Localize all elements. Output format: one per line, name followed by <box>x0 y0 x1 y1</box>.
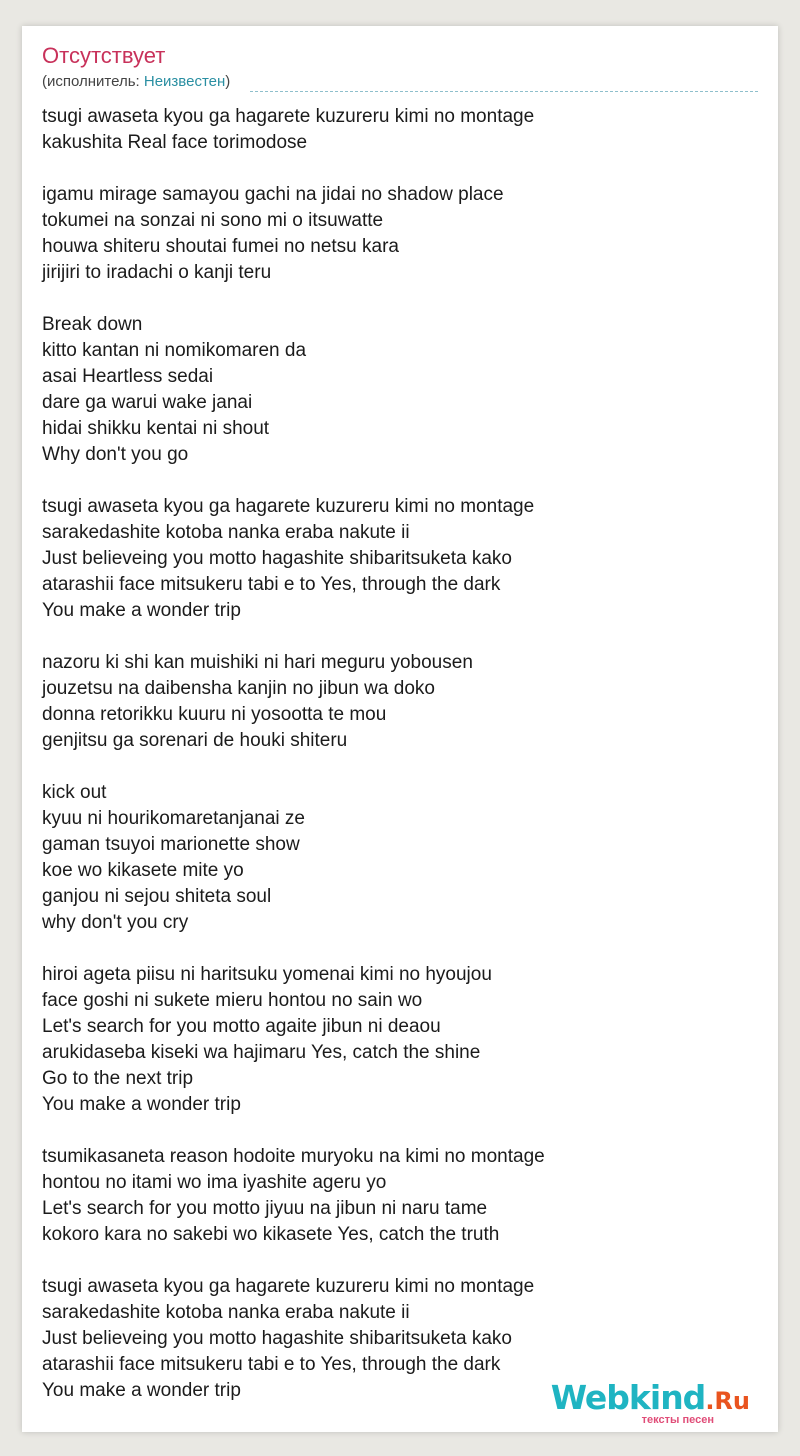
lyric-line: hiroi ageta piisu ni haritsuku yomenai kimi no hyoujou <box>42 964 492 985</box>
stanza-break <box>42 468 758 494</box>
lyric-line: Just believeing you motto hagashite shibaritsuketa kako <box>42 1328 512 1349</box>
lyric-line: kyuu ni hourikomaretanjanai ze <box>42 808 305 829</box>
lyric-line: koe wo kikasete mite yo <box>42 860 244 881</box>
lyric-line: kakushita Real face torimodose <box>42 132 308 153</box>
stanza-break <box>42 936 758 962</box>
lyric-line: You make a wonder trip <box>42 600 241 621</box>
lyric-line: Just believeing you motto hagashite shibaritsuketa kako <box>42 548 512 569</box>
artist-meta <box>42 72 230 92</box>
stanza-break <box>42 1118 758 1144</box>
lyric-line: tsumikasaneta reason hodoite muryoku na kimi no montage <box>42 1146 545 1167</box>
lyric-line: face goshi ni sukete mieru hontou no sain wo <box>42 990 423 1011</box>
lyric-line: kitto kantan ni nomikomaren da <box>42 340 307 361</box>
lyric-line: sarakedashite kotoba nanka eraba nakute ii <box>42 1302 410 1323</box>
lyric-line: hidai shikku kentai ni shout <box>42 418 270 439</box>
logo-tagline: тексты песен <box>641 1414 714 1426</box>
lyrics-card <box>22 26 778 1432</box>
site-logo[interactable] <box>550 1378 750 1427</box>
lyric-line: kick out <box>42 782 107 803</box>
stanza-break <box>42 1248 758 1274</box>
lyric-line: Let's search for you motto jiyuu na jibun ni naru tame <box>42 1198 488 1219</box>
lyric-line: You make a wonder trip <box>42 1380 241 1401</box>
lyric-line: tsugi awaseta kyou ga hagarete kuzureru kimi no montage <box>42 106 535 127</box>
lyric-line: tsugi awaseta kyou ga hagarete kuzureru kimi no montage <box>42 496 535 517</box>
lyric-line: Let's search for you motto agaite jibun ni deaou <box>42 1016 441 1037</box>
lyric-line: tsugi awaseta kyou ga hagarete kuzureru kimi no montage <box>42 1276 535 1297</box>
lyric-line: tokumei na sonzai ni sono mi o itsuwatte <box>42 210 384 231</box>
lyric-line: ganjou ni sejou shiteta soul <box>42 886 272 907</box>
stanza-break <box>42 156 758 182</box>
lyric-line: houwa shiteru shoutai fumei no netsu kara <box>42 236 399 257</box>
lyric-line: asai Heartless sedai <box>42 366 214 387</box>
stanza-break <box>42 624 758 650</box>
lyric-line: hontou no itami wo ima iyashite ageru yo <box>42 1172 387 1193</box>
lyric-line: Why don't you go <box>42 444 189 465</box>
lyric-line: Go to the next trip <box>42 1068 194 1089</box>
artist-label-close: ) <box>225 73 231 90</box>
logo-main-text: Webkind <box>550 1378 706 1417</box>
lyric-line: kokoro kara no sakebi wo kikasete Yes, catch the truth <box>42 1224 500 1245</box>
lyric-line: sarakedashite kotoba nanka eraba nakute ii <box>42 522 410 543</box>
song-title: Отсутствует <box>42 43 166 68</box>
lyric-line: You make a wonder trip <box>42 1094 241 1115</box>
lyric-line: why don't you cry <box>42 912 189 933</box>
lyric-line: arukidaseba kiseki wa hajimaru Yes, catch the shine <box>42 1042 481 1063</box>
lyric-line: nazoru ki shi kan muishiki ni hari meguru yobousen <box>42 652 473 673</box>
lyric-line: jouzetsu na daibensha kanjin no jibun wa doko <box>42 678 435 699</box>
lyric-line: igamu mirage samayou gachi na jidai no shadow place <box>42 184 504 205</box>
lyric-line: atarashii face mitsukeru tabi e to Yes, through the dark <box>42 1354 501 1375</box>
lyric-line: gaman tsuyoi marionette show <box>42 834 300 855</box>
artist-link[interactable]: Неизвестен <box>143 73 226 90</box>
lyric-line: donna retorikku kuuru ni yosootta te mou <box>42 704 387 725</box>
header-divider <box>250 91 758 92</box>
lyrics-text <box>42 104 758 1404</box>
lyric-line: Break down <box>42 314 143 335</box>
logo-suffix-text: .Ru <box>705 1387 750 1415</box>
lyric-line: jirijiri to iradachi o kanji teru <box>42 262 272 283</box>
artist-label: (исполнитель: <box>42 73 144 90</box>
lyric-line: genjitsu ga sorenari de houki shiteru <box>42 730 348 751</box>
stanza-break <box>42 286 758 312</box>
lyric-line: dare ga warui wake janai <box>42 392 253 413</box>
lyric-line: atarashii face mitsukeru tabi e to Yes, through the dark <box>42 574 501 595</box>
stanza-break <box>42 754 758 780</box>
